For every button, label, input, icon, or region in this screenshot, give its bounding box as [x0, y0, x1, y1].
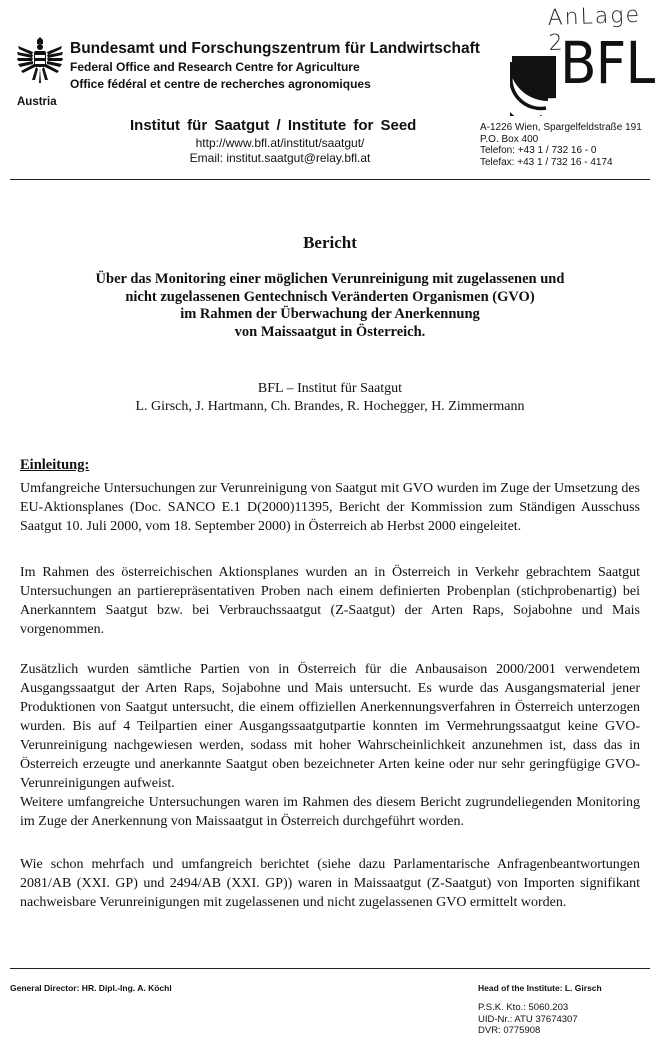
paragraph: Im Rahmen des österreichischen Aktionsplanes wurden an in Österreich in Verkehr gebrachtem Saatgut Untersuchungen an partierepräsentativen Proben nach einem definierten Probenplan (stichprobenartig) bei Anerkanntem Saatgut bzw. bei Verbrauchssaatgut (Z-Saatgut) der Arten Raps, Sojabohne und Mais vorgenommen.	[20, 565, 640, 637]
report-title: Bericht	[303, 233, 357, 252]
section-heading-introduction: Einleitung:	[20, 457, 90, 473]
subtitle-line: im Rahmen der Überwachung der Anerkennung	[180, 306, 480, 322]
subtitle-line: Über das Monitoring einer möglichen Verunreinigung mit zugelassenen und	[95, 271, 565, 287]
institute-url-link[interactable]: http://www.bfl.at/institut/saatgut/	[195, 136, 365, 150]
subtitle-line: nicht zugelassenen Gentechnisch Veränderten Organismen (GVO)	[125, 288, 535, 305]
paragraph: Umfangreiche Untersuchungen zur Verunreinigung von Saatgut mit GVO wurden im Zuge der Umsetzung des EU-Aktionsplanes (Doc. SANCO E.1 D(2000)11395, Bericht der Kommission zum Ständigen Ausschuss Saatgut 10. Juli 2000, vom 18. September 2000) in Österreich ab Herbst 2000 eingeleitet.	[20, 481, 640, 534]
institute-email-link[interactable]: Email: institut.saatgut@relay.bfl.at	[189, 151, 371, 165]
address-phone: Telefon: +43 1 / 732 16 - 0	[480, 145, 597, 156]
authors-block	[0, 380, 660, 416]
general-director: General Director: HR. Dipl.-Ing. A. Köchl	[10, 983, 172, 993]
address-street: A-1226 Wien, Spargelfeldstraße 191	[480, 122, 642, 133]
address-fax: Telefax: +43 1 / 732 16 - 4174	[480, 156, 613, 168]
institute-title: Institut für Saatgut / Institute for Seed	[130, 117, 417, 134]
paragraph: Weitere umfangreiche Untersuchungen waren im Rahmen des diesem Bericht zugrundeliegenden Monitoring im Zuge der Anerkennung von Maissaatgut in Österreich durchgeführt worden.	[20, 795, 640, 829]
address-block	[480, 122, 642, 168]
paragraph: Zusätzlich wurden sämtliche Partien von in Österreich für die Anbausaison 2000/2001 verwendetem Ausgangssaatgut der Arten Raps, Sojabohne und Mais untersucht. Es wurde das Ausgangsmaterial jener Produktionen von Saatgut untersucht, die einem offiziellen Anerkennungsverfahren in Österreich unterzogen wurden. Bis auf 4 Teilpartien einer Ausgangssaatgutpartie konnten im Vermehrungssaatgut keine GVO-Verunreinigung nachgewiesen werden, sodass mit hoher Wahrscheinlichkeit anzunehmen ist, dass das in Österreich erzeugte und anerkannte Saatgut oben bezeichneter Arten keine oder nur sehr geringfügige GVO-Verunreinigungen aufweist.	[20, 662, 640, 791]
authoring-institution: BFL – Institut für Saatgut	[257, 381, 403, 396]
country-label: Austria	[17, 96, 57, 108]
report-subtitle	[40, 271, 620, 341]
psk-account: P.S.K. Kto.: 5060.203	[478, 1002, 569, 1013]
uid-number: UID-Nr.: ATU 37674307	[478, 1013, 578, 1025]
head-of-institute: Head of the Institute: L. Girsch	[478, 983, 602, 993]
subtitle-line: von Maissaatgut in Österreich.	[234, 323, 426, 340]
footer-registration-info	[478, 1002, 578, 1037]
header-divider	[10, 179, 650, 180]
austrian-eagle-icon	[16, 36, 64, 86]
org-name-english: Federal Office and Research Centre for Agriculture	[70, 60, 360, 74]
org-name-french: Office fédéral et centre de recherches agronomiques	[70, 77, 371, 91]
footer-divider	[10, 968, 650, 969]
org-name-german: Bundesamt und Forschungszentrum für Landwirtschaft	[70, 40, 480, 57]
handwritten-annotation: AnLage 2	[547, 2, 642, 56]
paragraph: Wie schon mehrfach und umfangreich berichtet (siehe dazu Parlamentarische Anfragenbeantwortungen 2081/AB (XXI. GP) und 2494/AB (XXI. GP)) waren in Maissaatgut (Z-Saatgut) von Importen signifikant nachweisbare Verunreinigungen mit zugelassenen und nicht zugelassenen GVO ermittelt worden.	[20, 857, 640, 910]
author-list: L. Girsch, J. Hartmann, Ch. Brandes, R. Hochegger, H. Zimmermann	[135, 399, 525, 414]
bfl-logo-text: BFL	[560, 29, 655, 97]
dvr-number: DVR: 0775908	[478, 1025, 541, 1036]
address-po-box: P.O. Box 400	[480, 133, 539, 145]
